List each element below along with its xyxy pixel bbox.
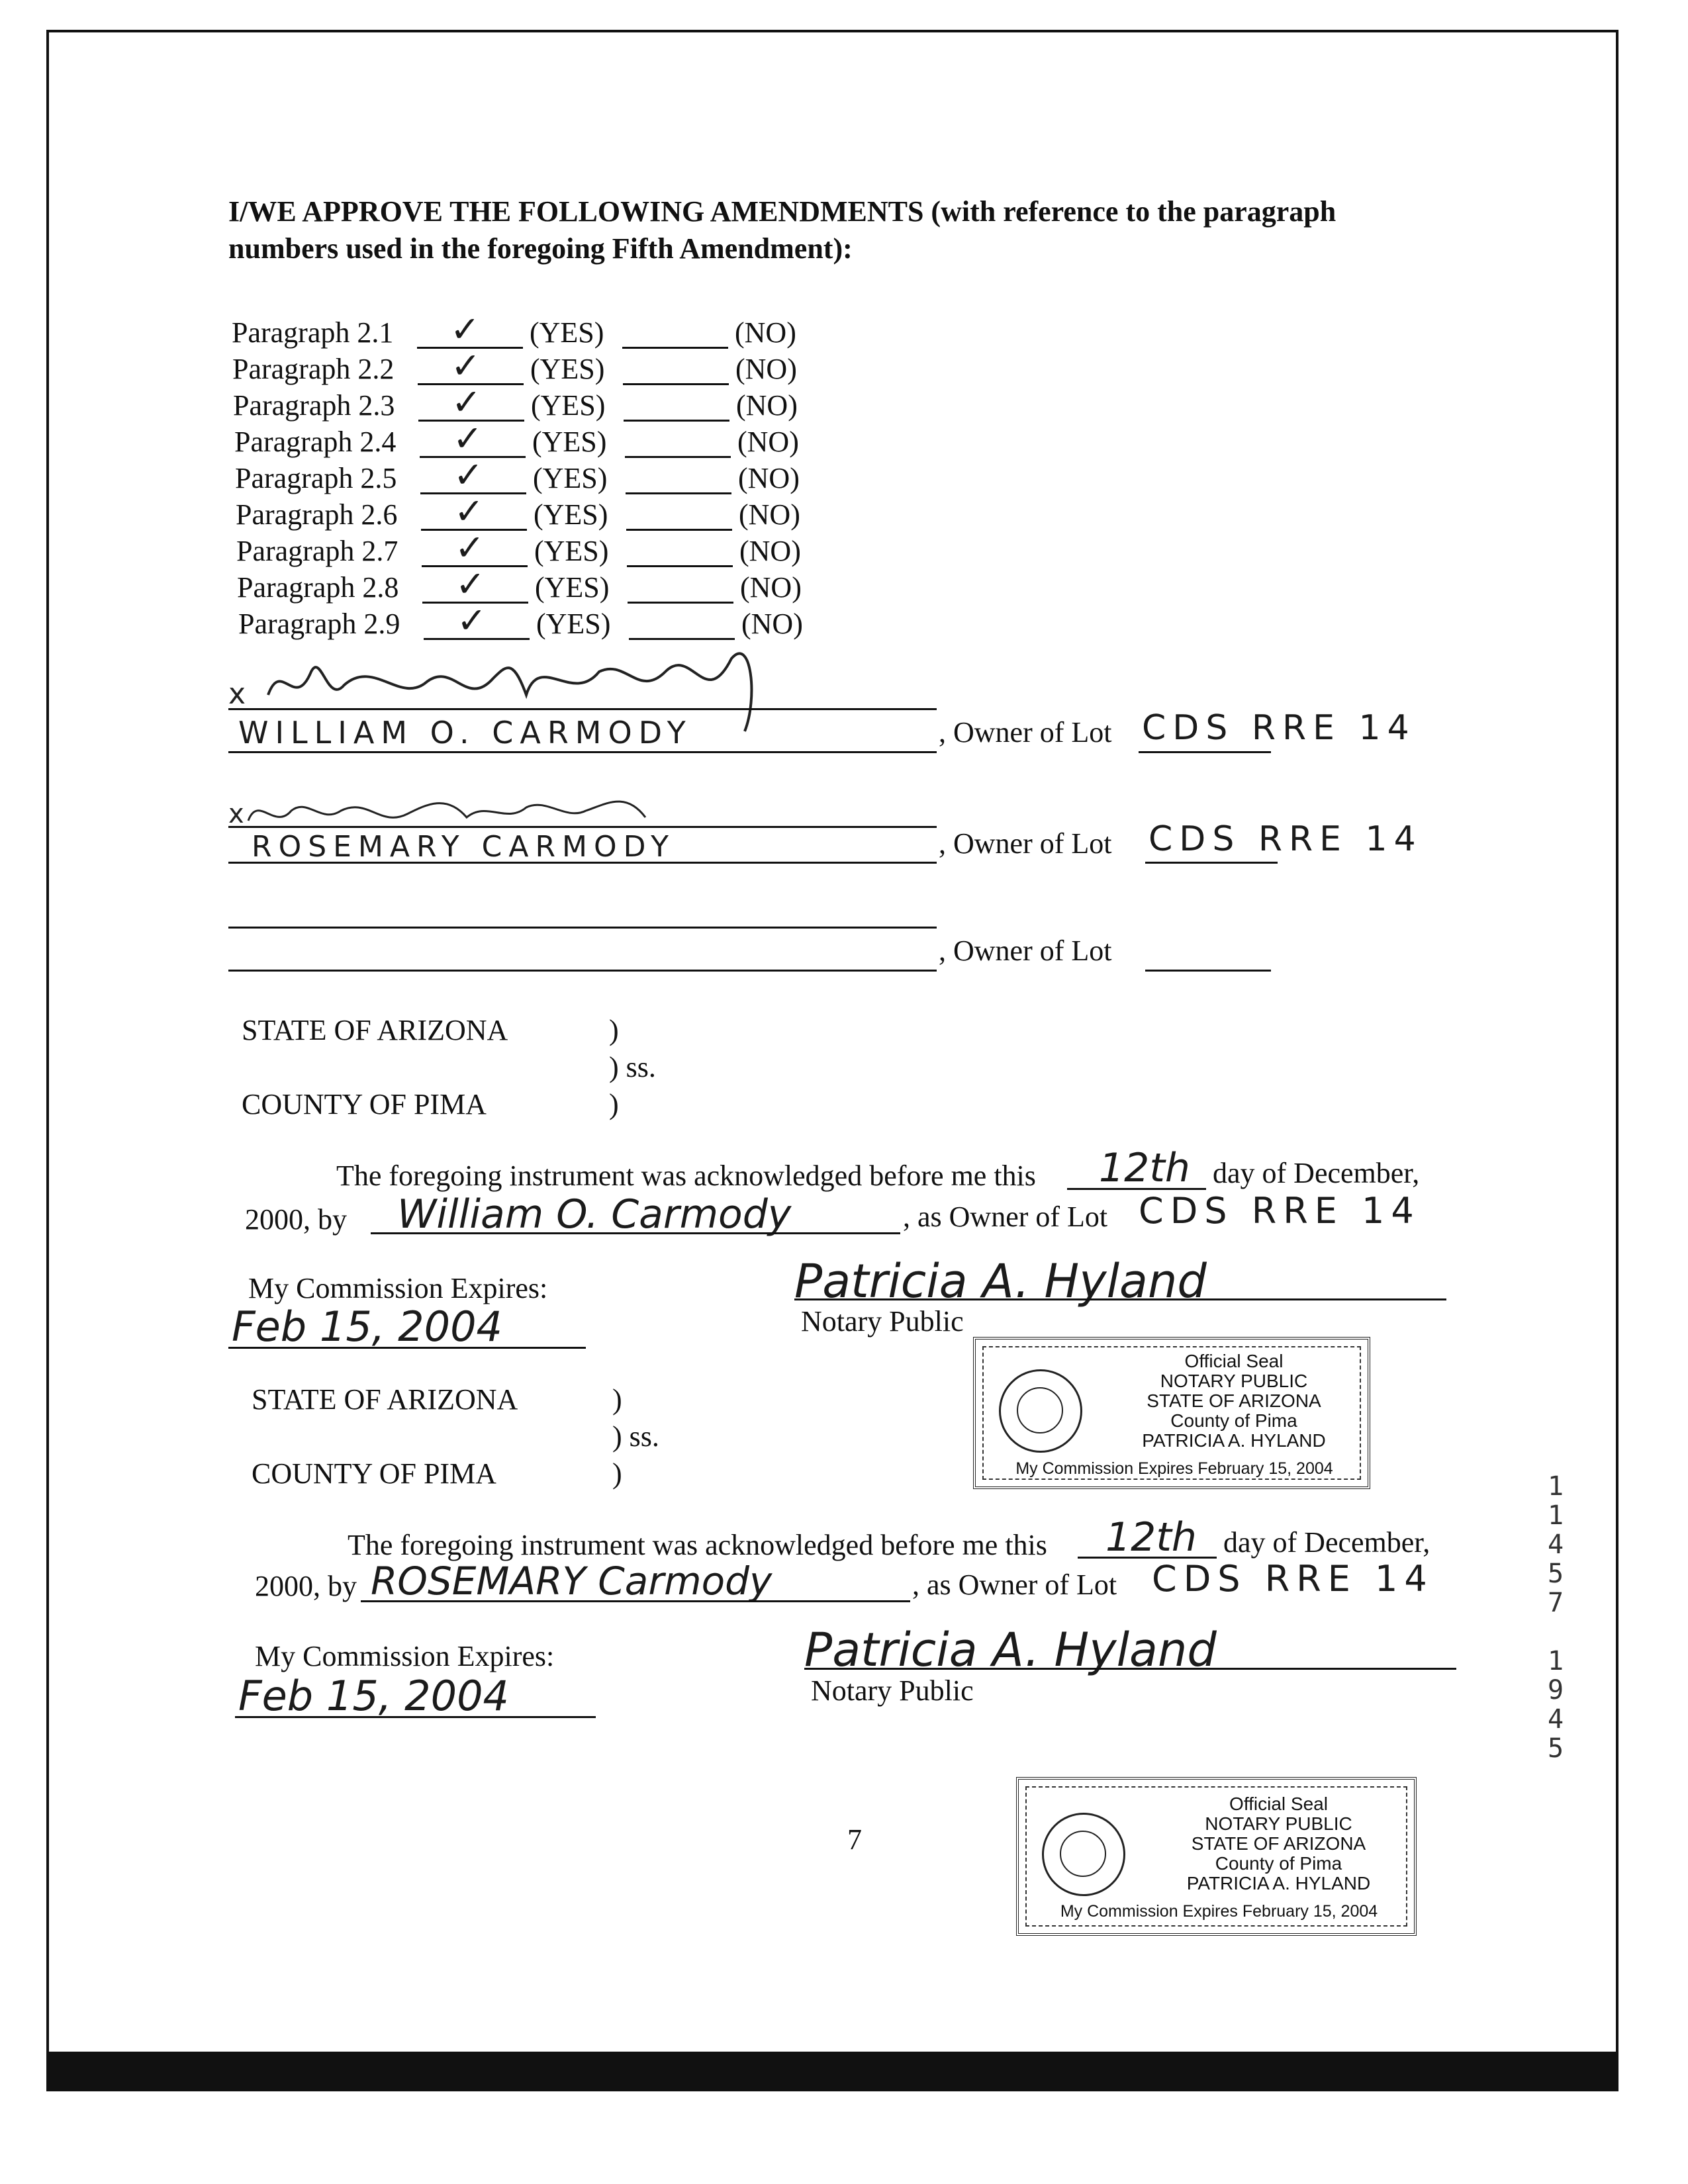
yes-check-mark: ✓: [450, 308, 481, 350]
venue-1-county: COUNTY OF PIMA: [242, 1088, 487, 1120]
no-label: (NO): [740, 571, 802, 604]
paragraph-label: Paragraph 2.7: [236, 535, 399, 567]
yes-check-mark: ✓: [451, 345, 481, 387]
no-label: (NO): [741, 608, 803, 640]
seal-2-line-3: STATE OF ARIZONA: [1191, 1833, 1366, 1854]
venue-2-commission-line: [235, 1716, 596, 1718]
yes-check-mark: ✓: [457, 600, 487, 641]
margin-stamp-digit: 4: [1547, 1704, 1564, 1735]
yes-label: (YES): [534, 498, 608, 531]
svg-text:x: x: [228, 677, 246, 711]
margin-stamp-digit: 7: [1547, 1588, 1564, 1618]
venue-1-notary-line: [794, 1298, 1446, 1300]
paragraph-label: Paragraph 2.6: [236, 498, 398, 531]
margin-stamp-digit: 1: [1547, 1500, 1564, 1531]
venue-2-notary-signature: Patricia A. Hyland: [804, 1623, 1217, 1677]
owner-1-owner-label: , Owner of Lot: [939, 716, 1112, 749]
owner-2-owner-label: , Owner of Lot: [939, 827, 1112, 860]
arizona-state-seal-icon: [999, 1369, 1082, 1453]
paragraph-label: Paragraph 2.3: [233, 389, 395, 422]
venue-2-ack-lot: CDS RRE 14: [1152, 1558, 1434, 1600]
venue-2-paren-bottom: ): [612, 1457, 622, 1490]
venue-1-ack-name: William O. Carmody: [397, 1191, 792, 1238]
svg-text:x: x: [228, 799, 244, 829]
yes-check-mark: ✓: [454, 490, 485, 532]
venue-2-state: STATE OF ARIZONA: [252, 1383, 518, 1416]
no-label: (NO): [739, 498, 800, 531]
venue-1-notary-signature: Patricia A. Hyland: [794, 1254, 1207, 1308]
amendments-heading-line-1: I/WE APPROVE THE FOLLOWING AMENDMENTS (with reference to the paragraph: [228, 195, 1336, 228]
no-label: (NO): [735, 353, 797, 385]
no-label: (NO): [735, 316, 796, 349]
venue-1-paren-top: ): [609, 1014, 619, 1046]
paragraph-label: Paragraph 2.1: [232, 316, 394, 349]
paragraph-label: Paragraph 2.9: [238, 608, 400, 640]
seal-1-line-5: PATRICIA A. HYLAND: [1142, 1430, 1326, 1451]
venue-1-as-owner: , as Owner of Lot: [903, 1201, 1108, 1233]
yes-label: (YES): [531, 389, 606, 422]
owner-3-lot-line: [1145, 970, 1271, 972]
scan-bottom-bar: [46, 2052, 1618, 2091]
venue-2-paren-top: ): [612, 1383, 622, 1416]
yes-label: (YES): [530, 316, 604, 349]
no-label: (NO): [738, 462, 800, 494]
venue-2-ack-tail: day of December,: [1223, 1526, 1430, 1559]
yes-check-mark: ✓: [453, 418, 483, 459]
seal-2-line-4: County of Pima: [1215, 1853, 1342, 1874]
owner-2-lot: CDS RRE 14: [1149, 819, 1423, 859]
venue-2-ss: ) ss.: [612, 1420, 659, 1453]
venue-1-notary-label: Notary Public: [801, 1305, 964, 1338]
owner-3-owner-label: , Owner of Lot: [939, 934, 1112, 967]
venue-2-county: COUNTY OF PIMA: [252, 1457, 496, 1490]
paragraph-label: Paragraph 2.8: [237, 571, 399, 604]
venue-1-name-line: [371, 1232, 900, 1234]
owner-2-name-line: [228, 862, 937, 864]
venue-2-commission-label: My Commission Expires:: [255, 1640, 555, 1672]
venue-2-notary-line: [804, 1668, 1456, 1670]
venue-1-commission-date: Feb 15, 2004: [232, 1302, 502, 1351]
owner-2-lot-line: [1145, 862, 1278, 864]
margin-stamp-digit: 5: [1547, 1559, 1564, 1589]
venue-2-as-owner: , as Owner of Lot: [912, 1569, 1117, 1601]
venue-1-state: STATE OF ARIZONA: [242, 1014, 508, 1046]
venue-1-ss: ) ss.: [609, 1051, 656, 1083]
no-blank-line: [625, 456, 731, 458]
amendments-heading-line-2: numbers used in the foregoing Fifth Amendment):: [228, 232, 853, 265]
yes-check-mark: ✓: [453, 454, 484, 496]
paragraph-label: Paragraph 2.2: [232, 353, 395, 385]
seal-2-line-1: Official Seal: [1229, 1794, 1328, 1814]
no-label: (NO): [736, 389, 798, 422]
yes-check-mark: ✓: [455, 563, 486, 605]
yes-label: (YES): [535, 571, 610, 604]
venue-2-ack-name: ROSEMARY Carmody: [371, 1559, 773, 1604]
venue-1-ack-text: The foregoing instrument was acknowledged before me this: [336, 1160, 1036, 1192]
owner-2-signature: [228, 784, 692, 837]
no-blank-line: [626, 529, 732, 531]
owner-2-signature-line: [228, 826, 937, 828]
owner-1-signature-line: [228, 708, 937, 710]
venue-1-ack-day: 12th: [1099, 1145, 1190, 1191]
venue-1-ack-lot: CDS RRE 14: [1139, 1190, 1421, 1232]
margin-stamp-digit: 1: [1547, 1471, 1564, 1502]
owner-1-name-line: [228, 751, 937, 753]
margin-stamp-digit: 1: [1547, 1646, 1564, 1676]
venue-1-paren-bottom: ): [609, 1088, 619, 1120]
seal-2-line-5: PATRICIA A. HYLAND: [1186, 1873, 1371, 1893]
venue-2-commission-date: Feb 15, 2004: [238, 1672, 509, 1720]
yes-label: (YES): [530, 353, 605, 385]
yes-check-mark: ✓: [455, 527, 485, 569]
seal-1-line-4: County of Pima: [1170, 1410, 1297, 1431]
venue-1-year-by: 2000, by: [245, 1203, 347, 1236]
venue-1-ack-tail: day of December,: [1213, 1157, 1420, 1189]
yes-label: (YES): [533, 462, 608, 494]
owner-3-name-line: [228, 970, 937, 972]
seal-1-line-3: STATE OF ARIZONA: [1147, 1390, 1321, 1411]
margin-stamp-digit: 5: [1547, 1733, 1564, 1764]
no-blank-line: [628, 602, 733, 604]
margin-stamp-digit: 4: [1547, 1529, 1564, 1560]
yes-label: (YES): [534, 535, 609, 567]
owner-3-signature-line: [228, 927, 937, 929]
seal-1-line-1: Official Seal: [1184, 1351, 1284, 1371]
venue-1-commission-label: My Commission Expires:: [248, 1272, 548, 1304]
no-blank-line: [626, 492, 731, 494]
venue-2-ack-text: The foregoing instrument was acknowledged before me this: [348, 1529, 1047, 1561]
no-blank-line: [623, 383, 729, 385]
venue-2-year-by: 2000, by: [255, 1570, 357, 1602]
no-blank-line: [624, 420, 729, 422]
no-blank-line: [627, 565, 733, 567]
venue-2-name-line: [361, 1600, 910, 1602]
seal-2-line-6: My Commission Expires February 15, 2004: [1060, 1902, 1378, 1921]
owner-1-lot-line: [1139, 751, 1271, 753]
venue-1-commission-line: [228, 1347, 586, 1349]
owner-1-printed-name: WILLIAM O. CARMODY: [238, 715, 692, 751]
seal-1-line-6: My Commission Expires February 15, 2004: [1015, 1459, 1333, 1478]
owner-2-printed-name: ROSEMARY CARMODY: [252, 830, 675, 864]
arizona-state-seal-icon: [1042, 1813, 1125, 1896]
venue-2-notary-label: Notary Public: [811, 1674, 974, 1707]
no-blank-line: [622, 347, 728, 349]
no-label: (NO): [737, 426, 799, 458]
seal-1-line-2: NOTARY PUBLIC: [1160, 1371, 1308, 1391]
notary-seal-2: [1016, 1777, 1417, 1936]
page-number: 7: [847, 1823, 862, 1856]
notary-seal-1: [973, 1337, 1370, 1489]
margin-stamp-digit: 9: [1547, 1675, 1564, 1706]
owner-1-lot: CDS RRE 14: [1142, 708, 1416, 748]
no-label: (NO): [739, 535, 801, 567]
paragraph-label: Paragraph 2.4: [234, 426, 397, 458]
yes-check-mark: ✓: [451, 381, 482, 423]
paragraph-label: Paragraph 2.5: [235, 462, 397, 494]
venue-2-ack-day: 12th: [1105, 1514, 1197, 1561]
seal-2-line-2: NOTARY PUBLIC: [1205, 1813, 1352, 1834]
yes-label: (YES): [532, 426, 607, 458]
yes-label: (YES): [536, 608, 611, 640]
